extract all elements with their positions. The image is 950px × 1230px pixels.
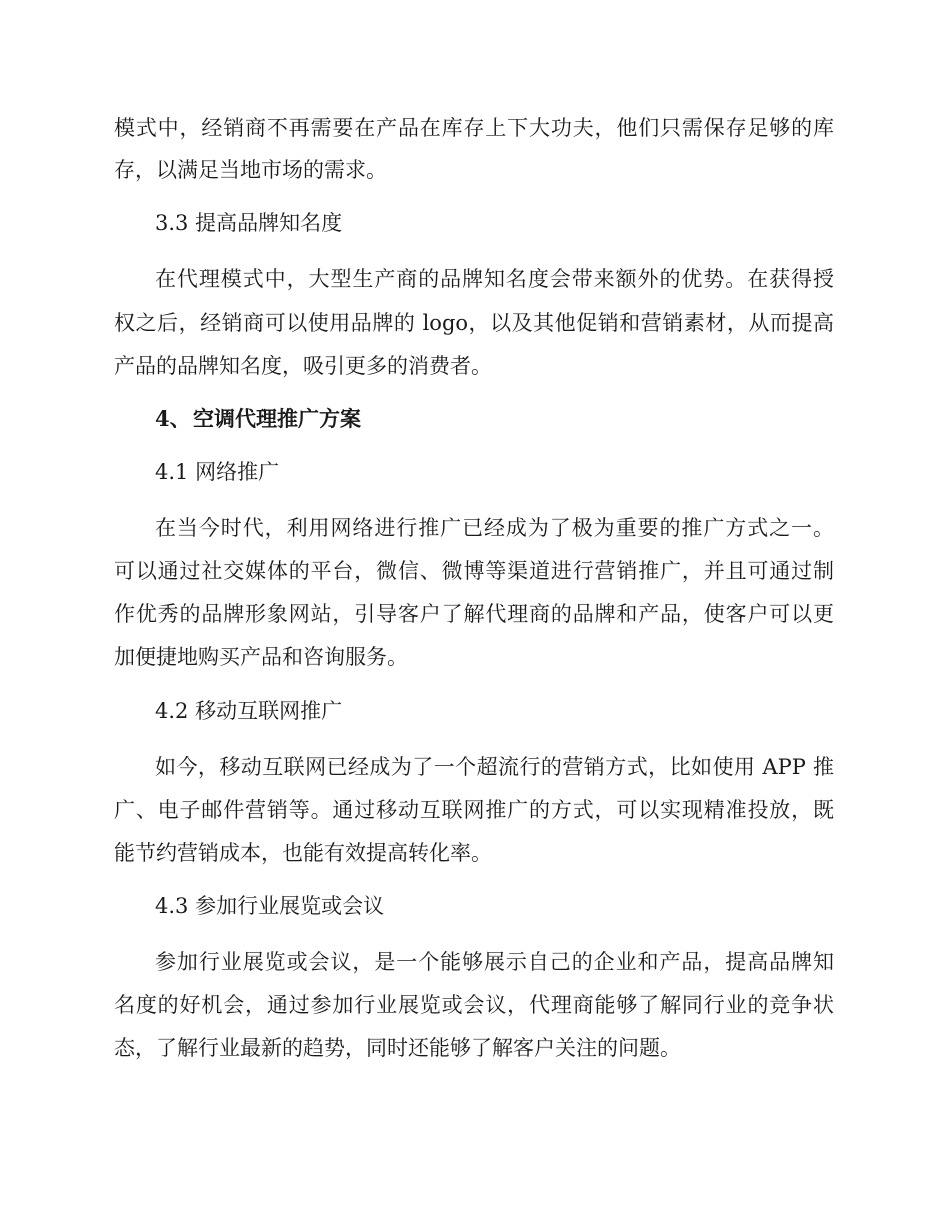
section-heading-4-1: 4.1 网络推广 bbox=[155, 460, 280, 484]
paragraph-line: 名度的好机会，通过参加行业展览或会议，代理商能够了解同行业的竞争状 bbox=[114, 993, 834, 1017]
paragraph-line: 在当今时代，利用网络进行推广已经成为了极为重要的推广方式之一。 bbox=[155, 516, 834, 540]
paragraph-line: 在代理模式中，大型生产商的品牌知名度会带来额外的优势。在获得授 bbox=[155, 267, 834, 291]
paragraph-line: 可以通过社交媒体的平台，微信、微博等渠道进行营销推广，并且可通过制 bbox=[114, 559, 834, 583]
section-heading-4 bbox=[155, 405, 361, 433]
paragraph-line: 加便捷地购买产品和咨询服务。 bbox=[114, 645, 408, 669]
paragraph-line: 存，以满足当地市场的需求。 bbox=[114, 158, 387, 182]
section-heading-4-2: 4.2 移动互联网推广 bbox=[155, 699, 343, 723]
paragraph-line: 参加行业展览或会议，是一个能够展示自己的企业和产品，提高品牌知 bbox=[155, 950, 834, 974]
paragraph-line: 产品的品牌知名度，吸引更多的消费者。 bbox=[114, 354, 492, 378]
section-heading-3-3: 3.3 提高品牌知名度 bbox=[155, 211, 343, 235]
section-number: 4、 bbox=[155, 406, 191, 431]
paragraph-line: 模式中，经销商不再需要在产品在库存上下大功夫，他们只需保存足够的库 bbox=[114, 116, 834, 140]
paragraph-line: 作优秀的品牌形象网站，引导客户了解代理商的品牌和产品，使客户可以更 bbox=[114, 602, 834, 626]
section-heading-4-3: 4.3 参加行业展览或会议 bbox=[155, 894, 385, 918]
paragraph-line: 权之后，经销商可以使用品牌的 logo，以及其他促销和营销素材，从而提高 bbox=[114, 311, 834, 335]
paragraph-line: 态，了解行业最新的趋势，同时还能够了解客户关注的问题。 bbox=[114, 1036, 681, 1060]
paragraph-line: 如今，移动互联网已经成为了一个超流行的营销方式，比如使用 APP 推 bbox=[155, 755, 834, 779]
paragraph-line: 能节约营销成本，也能有效提高转化率。 bbox=[114, 841, 492, 865]
paragraph-line: 广、电子邮件营销等。通过移动互联网推广的方式，可以实现精准投放，既 bbox=[114, 798, 834, 822]
section-title: 空调代理推广方案 bbox=[193, 406, 361, 431]
